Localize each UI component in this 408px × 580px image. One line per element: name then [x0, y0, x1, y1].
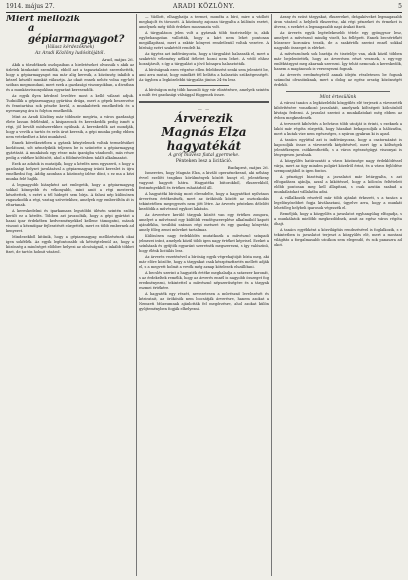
article-paragraph: A művésznőnek sok barátja és tisztelője van, akik közül többen már bejelentették, hogy az árverésen részt vesznek, s egy-egy emléktárgyat meg akarnak szerezni. Így tehát nemcsak a kereskedők, hanem a magánosok is versenyezni fognak. [274, 52, 402, 71]
article-byline: Pénteken lesz a licitáció. [175, 159, 233, 164]
article-paragraph: A bíróságon még több hasonló ügy vár elintézésre, amelyek szintén a múlt évi gazdasági válsággal függenek össze. [139, 88, 269, 97]
article-title: Miért mellőzik [6, 15, 80, 24]
article-paragraph: Az árverésre kerülő tárgyak között van egy értékes zongora, amelyet a művésznő egy külföldi vendégszereplése alkalmából kapott ajándékba, továbbá számos régi metszet és egy gazdag könyvtár, amely főleg zenei műveket tartalmaz. [139, 213, 269, 232]
column-1 [6, 15, 134, 575]
article-paragraph: Különösen nagy érdeklődés mutatkozik a művésznő színpadi jelmezei iránt, amelyek közül több igen nagy értéket képvisel. Ezeket a színházak és gyűjtők egyaránt szeretnék megszerezni, s így valószínű, hogy élénk licitálás lesz. [139, 234, 269, 253]
article-paragraph: A hagyatéki bíróság most elrendelte, hogy a hagyatékot nyilvános árverésen értékesítsék, mert az örökösök között az osztozkodás tekintetében megegyezés nem jött létre. Az árverés pénteken délelőtt kezdődik a művésznő egykori lakásán. [139, 192, 269, 211]
article-paragraph: A bíróságnak ezen végzése ellen felebbezést senki sem jelentett be, ami arra mutat, hogy mindkét fél belátta a halasztás szükségességét. Az ügyben a legközelebbi tárgyalás június 24-én lesz. [139, 68, 269, 82]
header-date: 1914. május 27. [6, 3, 55, 10]
article-title-line-2: Magnás Elza hagyatékát [161, 125, 247, 153]
article-paragraph: Az árverés eredményéről annak idején részletesen be fogunk számolni olvasóinknak, mert a dolog az egész ország közönségét érdekli. [274, 73, 402, 87]
article-paragraph: Az árverés egyik legérdekesebb tétele egy gyöngysor lesz, amelyet a művésznő mindig viselt, ha fellépett. Ennek becsértékét húszezer koronára teszik, de a szakértők szerint ennél sokkal nagyobb összeget is elérhet. [274, 31, 402, 50]
column-3 [274, 15, 402, 575]
article-paragraph: Az ügyész azt indítványozta, hogy a tárgyalást halasszák el, mert a szakértői vélemény nélkül ítéletet hozni nem lehet. A védő ehhez hozzájárult, s így a tárgyalást a jövő hónapra halasztották. [139, 52, 269, 66]
article-paragraph: A tanács egyébként a közvilágítás rendezésével is foglalkozik, s e tekintetben is javaslatot terjeszt a közgyűlés elé, mert a mostani világítás a forgalmasabb utcákon sem elegendő, és sok panaszra ad okot. [274, 228, 402, 247]
article-paragraph: Arany és ezüst tárgyakat, ékszereket, drágaköveket legmagasabb áron vásárol a helybeli ékszerész, aki régi pénzeket és érmeket is átvesz, s ezekért a legmagasabb napi árakat fizeti. [274, 15, 402, 29]
article-paragraph: Ennek következtében a gyárak kénytelenek voltak termelésüket korlátozni, sőt némelyikük teljesen be is szüntette a gépiarmagyag gyártását. A munkások egy része más iparágba vándorolt, más része pedig a vidékre költözött, ahol a földmívelésben talált alkalmazást. [6, 141, 134, 161]
article-paragraph: A tanács egyúttal azt is indítványozza, hogy a csatornázást is kapcsolják össze a vízvezeték kiépítésével, mert így a költségek jelentékenyen csökkenthetők, s a város egészségügyi viszonyai is lényegesen javulnak. [274, 138, 402, 157]
article-paragraph: A városi tanács a legközelebbi közgyűlés elé terjeszti a vízvezeték kibővítésére vonatkozó javaslatát, amelynek költségeit kölcsönből kívánja fedezni. A javaslat szerint a munkálatokat még ebben az évben megkezdenék. [274, 101, 402, 120]
masthead-title: ARADI KÖZLÖNY. [173, 3, 235, 10]
article-paragraph: A hagyaték egy részét, nevezetesen a művésznő levelezését és kéziratait, az örökösök nem bocsátják árverésre, hanem azokat a Nemzeti Múzeumnak ajánlották fel megőrzésre, ahol azokat külön gyűjteményben fogják elhelyezni. [139, 292, 269, 311]
article-paragraph: Ezek az adatok is mutatják, hogy a kérdés nem egyszerű, s hogy a gazdasági helyzet javulásával a gépiarmagyag iránti kereslet is újra emelkedni fog. Addig azonban a közönség ízlése dönt, s ez ma a kézi munka felé hajlik. [6, 162, 134, 182]
article-byline: Az Aradi Közlöny ludósitójától. [35, 51, 105, 57]
article-paragraph: A kereskedelmi és iparkamara legutóbbi ülésén szintén szóba került ez a kérdés. Többen azt javasolták, hogy a gépi gyártást a hazai ipar érdekében kedvezményekkel kellene támogatni, mások viszont a kézműipar fejlesztését sürgették, mert ez több embernek ad kenyeret. [6, 209, 134, 234]
article-paragraph: Mint az Aradi Közlöny már többször megírta, a város gazdasági élete lassan felélénkül, a kisiparosok és kereskedők pedig ismét a régi, jól bevált módszerekhez nyúlnak. A kereskedők azt mondják, hogy a vevők a tartós és erős árut keresik, a gépi munka pedig ebben nem vetekedhet a kézi munkával. [6, 115, 134, 140]
column-2 [139, 15, 269, 575]
column-divider [136, 14, 137, 576]
article-paragraph: A legnagyobb hiányként azt emlegetik, hogy a gépiarmagyag sokkal könnyebb és vékonyabb, mint amit a régi mesterek készítettek, s ezért a tél hidegét sem bírja. A falusi nép különösen ragaszkodik a régi, vastag szövetekhez, amelyek egy emberöltőn át is eltartanak. [6, 183, 134, 208]
article-title: Árverezik [174, 112, 234, 125]
section-divider [179, 85, 229, 86]
page-number: 5 [398, 3, 402, 10]
article-dateline: Budapest, május 26. [227, 165, 269, 170]
article-dateline: Arad, május 26. [102, 57, 134, 63]
section-divider [286, 91, 390, 92]
page-header [6, 2, 402, 11]
header-rule [6, 12, 402, 13]
article-paragraph: A tervezett kibővítés a belváros több utcáját is érinti, s ezeknek a lakói már régóta sürgetik, hogy házaikat bekapcsolják a hálózatba, mert a kutak vize nem egészséges, s nyáron gyakran ki is apad. [274, 122, 402, 136]
notice-heading: Mint értesülünk [319, 95, 357, 100]
article-paragraph: Ismeretes, hogy Magnás Elza, a kiváló operaénekesnő, aki néhány évvel ezelőtt tragikus körülmények között hunyt el, jelentékeny vagyont hagyott hátra. Hagyatéka bútorokból, ékszerekből, festményekből és értékes ruhatárból áll. [139, 171, 269, 190]
article-paragraph: — Vádlott, elhagyhatja a termet, mondta a bíró, mire a vádlott meghajolt és távozott. A közönség zajosan tárgyalta a különös esetet, amelynek még több érdekes mozzanata volt. [139, 15, 269, 29]
article-title-line-2: a gépiarmagyagot? [28, 23, 125, 45]
article-paragraph: A tárgyaláson jelen volt a gyárnak több tisztviselője is, akik egybehangzóan vallották, hogy a kárt nem lehet pontosan megállapítani, mert a raktár könyvei rendetlenül voltak vezetve. A bíróság ezért szakértőt rendelt ki. [139, 31, 269, 50]
article-paragraph: A vállalkozók részéről már több ajánlat érkezett, s a tanács a legelőnyösebbet fogja kiválasztani, ügyelve arra, hogy a munkát lehetőleg helybeli iparosok végezzék el. [274, 196, 402, 210]
column-divider [271, 14, 272, 576]
double-rule [139, 101, 269, 103]
article-paragraph: A becslés szerint a hagyaték értéke meghaladja a százezer koronát, s az érdekeltek remélik, hogy az árverés ennél is nagyobb összeget fog eredményezni, tekintettel a művésznő népszerűségére és a tárgyak eszmei értékére. [139, 271, 269, 290]
article-paragraph: Akik a tőzsdéknek oszlopaiban a hirdetéseket olvassák s akik az üzletek kirakatait szemlélik, ebből azt a tapasztalatot szerezhették, hogy a gépiarmagyagot ma már alig keresik, a közönség inkább a kézzel készült munkát választja. Az okait ennek nehéz volna egy-két szóban megmondani, mert ezek a gazdasági viszonyokban, a divatban és a munkásviszonyokban egyaránt keresendők. [6, 63, 134, 93]
article-kicker: — — [197, 106, 211, 111]
article-subtitle: (Válasz kérdezőknek) [45, 45, 95, 51]
article-paragraph: A pénzügyi bizottság a javaslatot már letárgyalta, s azt elfogadásra ajánlja, azzal a kikötéssel, hogy a kölcsön feltételeit előbb pontosan meg kell állapítani, s csak azután szabad a munkálatokat vállalatba adni. [274, 175, 402, 194]
article-paragraph: Az egyik ilyen kérdező levelére most a kellő választ adjuk. Tudniillik a gépiarmagyag gyártása drága, mert a gépek beszerzése és fenntartása sok pénzbe kerül, a munkabérek emelkedtek és a nyersanyag ára is folyton emelkedik. [6, 94, 134, 114]
article-subtitle: A gróf művész fiatal gyermeke. [168, 153, 240, 158]
article-paragraph: Reméljük, hogy a közgyűlés a javaslatot egyhangúlag elfogadja, s a munkálatok mielőbb megkezdődnek, amit az egész város régóta óhajt. [274, 212, 402, 226]
article-paragraph: A közgyűlés határozatát a város közönsége nagy érdeklődéssel várja, mert az ügy minden polgárt közelről érint, és a város fejlődése szempontjából is igen fontos. [274, 159, 402, 173]
article-paragraph: Mindezekből kitűnik, hogy a gépiarmagyag mellőzésének okai igen sokfélék. Az egyik legfontosabb ok kétségtelenül az, hogy a közönség a minőséget előbbre helyezi az olcsóságnál, s inkább többet fizet, de tartós holmit vásárol. [6, 235, 134, 255]
article-paragraph: Az árverés vezetésével a bíróság egyik végrehajtóját bízta meg, aki már előre közölte, hogy a tárgyakat csak készpénzfizetés mellett adják el, s a megvett holmit a vevők még aznap kötelesek elszállítani. [139, 255, 269, 269]
